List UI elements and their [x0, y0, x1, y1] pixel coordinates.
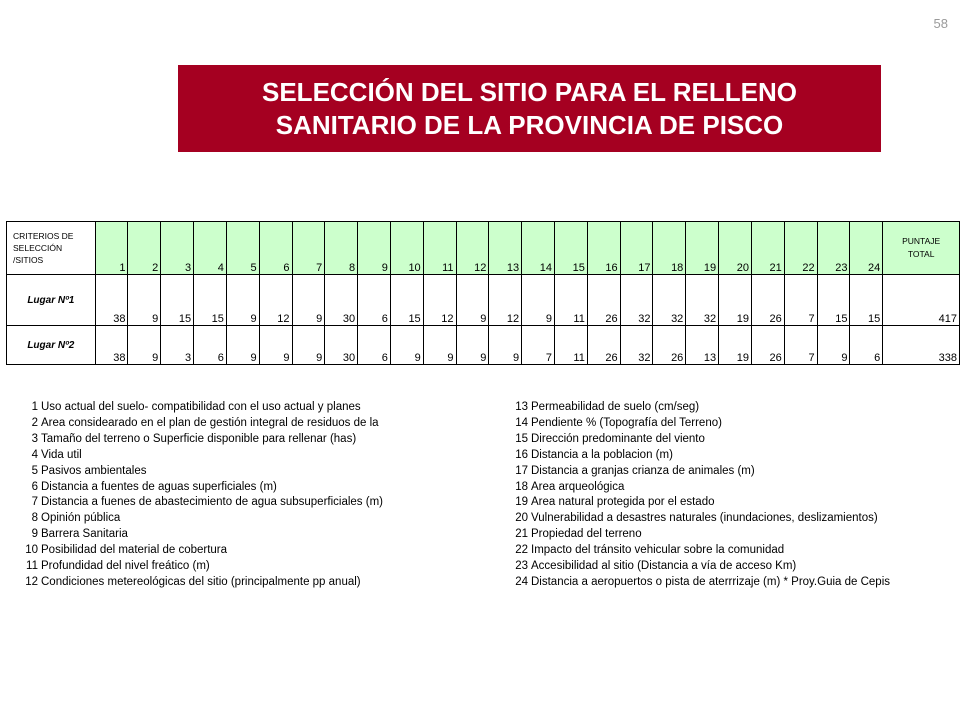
score-cell: 26 [751, 326, 784, 365]
legend-item-text: Pasivos ambientales [41, 464, 147, 477]
score-cell: 9 [226, 275, 259, 326]
score-cell: 15 [817, 275, 850, 326]
legend-left-column [22, 400, 492, 591]
score-cell: 9 [489, 326, 522, 365]
score-cell: 9 [128, 275, 161, 326]
legend-item-text: Profundidad del nivel freático (m) [41, 560, 210, 573]
legend-item-text: Distancia a aeropuertos o pista de aterrrizaje (m) * Proy.Guia de Cepis [531, 575, 891, 588]
column-header-criterion: 3 [161, 222, 194, 275]
legend-item-number: 15 [515, 432, 528, 445]
column-header-criterion: 22 [784, 222, 817, 275]
legend-item-text: Posibilidad del material de cobertura [41, 544, 228, 557]
score-cell: 6 [850, 326, 883, 365]
legend-item [512, 543, 952, 559]
slide-title [178, 65, 881, 152]
total-score-header-line: PUNTAJE [902, 236, 941, 246]
score-cell: 9 [292, 275, 325, 326]
legend-item [22, 432, 492, 448]
column-header-criterion: 16 [587, 222, 620, 275]
column-header-criterion: 8 [325, 222, 358, 275]
column-header-criterion: 18 [653, 222, 686, 275]
score-cell: 7 [522, 326, 555, 365]
legend-item-text: Area natural protegida por el estado [531, 496, 715, 509]
legend-item [512, 527, 952, 543]
legend-item [22, 448, 492, 464]
table-header-row [7, 222, 960, 275]
column-header-criterion: 24 [850, 222, 883, 275]
score-cell: 9 [226, 326, 259, 365]
score-cell: 6 [358, 275, 391, 326]
legend-item-text: Vulnerabilidad a desastres naturales (inundaciones, deslizamientos) [531, 512, 878, 525]
legend-item-number: 11 [26, 560, 38, 573]
legend-item-number: 5 [31, 464, 38, 477]
legend-item-text: Barrera Sanitaria [41, 528, 128, 541]
site-label-cell: Lugar Nº2 [7, 326, 96, 365]
column-header-criterion: 13 [489, 222, 522, 275]
legend-item-number: 19 [515, 496, 528, 509]
score-cell: 9 [390, 326, 423, 365]
legend-item-number: 3 [31, 432, 38, 445]
criteria-header-line: CRITERIOS DE [13, 231, 74, 241]
column-header-criterion: 7 [292, 222, 325, 275]
column-header-criterion: 12 [456, 222, 489, 275]
legend-item-number: 10 [25, 544, 38, 557]
legend-item-number: 1 [31, 401, 38, 413]
score-cell: 32 [653, 275, 686, 326]
score-cell: 11 [555, 326, 588, 365]
column-header-criterion: 4 [194, 222, 227, 275]
score-cell: 15 [390, 275, 423, 326]
legend-item-number: 24 [515, 575, 528, 588]
legend-item [22, 511, 492, 527]
column-header-criterion: 2 [128, 222, 161, 275]
legend-item-text: Condiciones metereológicas del sitio (principalmente pp anual) [41, 575, 361, 588]
table-row [7, 275, 960, 326]
score-cell: 9 [456, 275, 489, 326]
score-cell: 32 [620, 326, 653, 365]
score-cell: 38 [95, 326, 128, 365]
legend-item [22, 559, 492, 575]
score-cell: 26 [587, 326, 620, 365]
column-header-criterion: 23 [817, 222, 850, 275]
legend-item-number: 4 [31, 448, 38, 461]
legend-item-number: 14 [515, 416, 528, 429]
legend-item-text: Area arqueológica [531, 480, 625, 493]
legend-item-number: 23 [515, 560, 528, 573]
legend-item-text: Distancia a la poblacion (m) [531, 448, 673, 461]
score-cell: 12 [489, 275, 522, 326]
legend-item [22, 400, 492, 416]
column-header-criterion: 19 [686, 222, 719, 275]
column-header-criterion: 1 [95, 222, 128, 275]
legend-item-text: Permeabilidad de suelo (cm/seg) [531, 401, 700, 413]
score-cell: 32 [620, 275, 653, 326]
legend-item-number: 8 [31, 512, 38, 525]
legend-item-text: Accesibilidad al sitio (Distancia a vía de acceso Km) [531, 560, 797, 573]
score-cell: 26 [587, 275, 620, 326]
legend-item [512, 448, 952, 464]
legend-item [512, 400, 952, 416]
score-cell: 6 [358, 326, 391, 365]
score-cell: 9 [423, 326, 456, 365]
legend-item-text: Tamaño del terreno o Superficie disponible para rellenar (has) [41, 432, 357, 445]
legend-item-text: Vida util [41, 448, 82, 461]
score-cell: 11 [555, 275, 588, 326]
column-header-criterion: 20 [719, 222, 752, 275]
legend-item-number: 2 [31, 416, 38, 429]
column-header-criterion: 11 [423, 222, 456, 275]
legend-item-number: 16 [515, 448, 528, 461]
score-cell: 38 [95, 275, 128, 326]
score-cell: 9 [128, 326, 161, 365]
score-cell: 26 [653, 326, 686, 365]
score-cell: 13 [686, 326, 719, 365]
score-cell: 30 [325, 275, 358, 326]
score-cell: 9 [292, 326, 325, 365]
legend-item-text: Propiedad del terreno [531, 528, 642, 541]
legend-item-number: 12 [25, 575, 38, 588]
legend-item [22, 527, 492, 543]
score-cell: 15 [850, 275, 883, 326]
total-score-cell: 417 [883, 275, 960, 326]
score-cell: 19 [719, 326, 752, 365]
column-header-criterion: 17 [620, 222, 653, 275]
legend-item [22, 495, 492, 511]
column-header-criterion: 14 [522, 222, 555, 275]
legend-item-text: Distancia a granjas crianza de animales (m) [531, 464, 755, 477]
legend-item [512, 511, 952, 527]
criteria-header-line: SELECCIÓN [13, 243, 63, 253]
legend-item-text: Area considearado en el plan de gestión integral de residuos de la [41, 416, 379, 429]
legend-item-number: 21 [515, 528, 528, 541]
legend-item [512, 559, 952, 575]
total-score-cell: 338 [883, 326, 960, 365]
legend-item [512, 495, 952, 511]
legend-item-text: Uso actual del suelo- compatibilidad con el uso actual y planes [41, 401, 361, 413]
criteria-header-line: /SITIOS [13, 255, 44, 265]
column-header-criterion: 15 [555, 222, 588, 275]
score-cell: 7 [784, 275, 817, 326]
legend-item [22, 543, 492, 559]
slide-title-line-2: SANITARIO DE LA PROVINCIA DE PISCO [275, 109, 784, 140]
score-cell: 3 [161, 326, 194, 365]
legend-item-text: Dirección predominante del viento [531, 432, 705, 445]
legend-item-text: Distancia a fuenes de abastecimiento de agua subsuperficiales (m) [41, 496, 383, 509]
legend-item-number: 22 [515, 544, 528, 557]
score-cell: 15 [194, 275, 227, 326]
site-label-cell: Lugar Nº1 [7, 275, 96, 326]
legend-item [22, 480, 492, 496]
column-header-criterion: 5 [226, 222, 259, 275]
legend-item [512, 416, 952, 432]
score-cell: 26 [751, 275, 784, 326]
score-cell: 9 [456, 326, 489, 365]
legend-item [512, 575, 952, 591]
score-cell: 6 [194, 326, 227, 365]
legend-item [22, 464, 492, 480]
score-cell: 32 [686, 275, 719, 326]
legend-item-text: Opinión pública [41, 512, 121, 525]
legend-item-text: Impacto del tránsito vehicular sobre la comunidad [531, 544, 785, 557]
slide-title-line-1: SELECCIÓN DEL SITIO PARA EL RELLENO [262, 76, 797, 107]
legend-item [512, 480, 952, 496]
total-score-header [883, 222, 960, 275]
site-selection-table [6, 221, 960, 365]
legend-item [512, 432, 952, 448]
score-cell: 19 [719, 275, 752, 326]
legend-item-text: Pendiente % (Topografía del Terreno) [531, 416, 722, 429]
total-score-header-line: TOTAL [907, 249, 935, 259]
legend-item-number: 13 [515, 401, 528, 413]
legend-item [512, 464, 952, 480]
table-row [7, 326, 960, 365]
legend-item [22, 575, 492, 591]
score-cell: 12 [259, 275, 292, 326]
legend-right-column [512, 400, 952, 591]
score-cell: 7 [784, 326, 817, 365]
score-cell: 9 [522, 275, 555, 326]
legend-item-number: 18 [515, 480, 528, 493]
column-header-criterion: 9 [358, 222, 391, 275]
page-number: 58 [933, 16, 948, 31]
column-header-criterion: 21 [751, 222, 784, 275]
legend-item-text: Distancia a fuentes de aguas superficiales (m) [41, 480, 277, 493]
legend-item-number: 20 [515, 512, 528, 525]
score-cell: 15 [161, 275, 194, 326]
column-header-criterion: 6 [259, 222, 292, 275]
legend-item-number: 7 [31, 496, 38, 509]
column-header-criterion: 10 [390, 222, 423, 275]
score-cell: 9 [259, 326, 292, 365]
score-cell: 9 [817, 326, 850, 365]
legend-item-number: 9 [31, 528, 38, 541]
legend-item-number: 6 [31, 480, 38, 493]
legend-item [22, 416, 492, 432]
score-cell: 30 [325, 326, 358, 365]
criteria-header-cell [7, 222, 96, 275]
legend-item-number: 17 [515, 464, 528, 477]
score-cell: 12 [423, 275, 456, 326]
